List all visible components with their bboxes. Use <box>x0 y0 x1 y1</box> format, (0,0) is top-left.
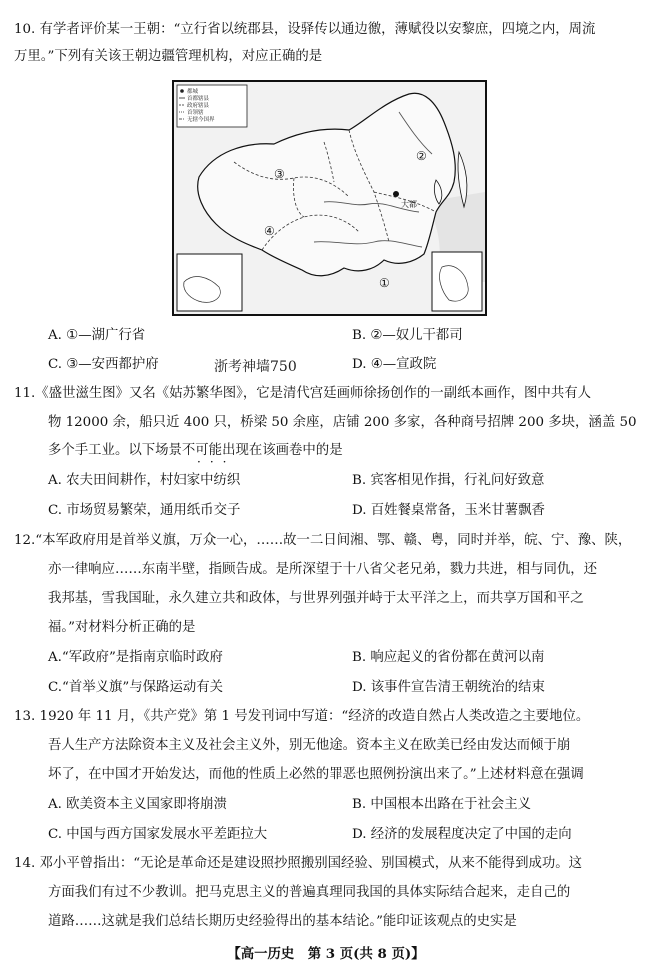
legend-item-4: 首领辖 <box>187 110 204 116</box>
q14-stem-line2: 方面我们有过不少教训。把马克思主义的普遍真理同我国的具体实际结合起来，走自己的 <box>48 885 571 900</box>
q11-stem-line3: 多个手工业。以下场景不可能出现在该画卷中的是 <box>48 443 343 458</box>
q13-stem-line3: 坏了，在中国才开始发达，而他的性质上必然的罪恶也照例扮演出来了。”上述材料意在强调 <box>48 767 584 782</box>
q10-option-a[interactable]: A. ①—湖广行省 <box>48 328 146 343</box>
q13-option-d[interactable]: D. 经济的发展程度决定了中国的走向 <box>352 827 572 842</box>
q11-option-b[interactable]: B. 宾客相见作揖，行礼问好致意 <box>352 473 545 488</box>
q14-stem-line1: 14. 邓小平曾指出：“无论是革命还是建设照抄照搬别国经验、别国模式，从来不能得到成功。这 <box>14 856 583 871</box>
q10-option-d[interactable]: D. ④—宣政院 <box>352 357 437 372</box>
q11-option-c[interactable]: C. 市场贸易繁荣，通用纸币交子 <box>48 503 241 518</box>
legend-item-5: 无辖今国界 <box>187 117 215 123</box>
q13-option-a[interactable]: A. 欧美资本主义国家即将崩溃 <box>48 797 227 812</box>
q10-stem-line2: 万里。”下列有关该王朝边疆管理机构，对应正确的是 <box>14 49 323 64</box>
q10-option-b[interactable]: B. ②—奴儿干都司 <box>352 328 463 343</box>
q12-stem-line1: 12.“本军政府用是首举义旗，万众一心，……故一二日间湘、鄂、赣、粤，同时并举，皖、宁、豫、陕， <box>14 533 632 548</box>
q12-option-c[interactable]: C.“首举义旗”与保路运动有关 <box>48 680 224 695</box>
map-capital-label: 大都 <box>401 200 417 209</box>
map-label-3: ③ <box>274 167 285 181</box>
map-label-1: ① <box>379 276 390 290</box>
q11-option-d[interactable]: D. 百姓餐桌常备，玉米甘薯飘香 <box>352 503 545 518</box>
q11-option-a[interactable]: A. 农夫田间耕作，村妇家中纺织 <box>48 473 241 488</box>
page-footer: 【高一历史 第 3 页(共 8 页)】 <box>227 946 425 962</box>
q12-option-d[interactable]: D. 该事件宣告清王朝统治的结束 <box>352 680 545 695</box>
q13-option-c[interactable]: C. 中国与西方国家发展水平差距拉大 <box>48 827 268 842</box>
q12-stem-line2: 亦一律响应……东南半壁，指顾告成。是所深望于十八省父老兄弟，戮力共进，相与同仇，还 <box>48 562 598 577</box>
legend-item-2: 首都辖县 <box>187 96 210 102</box>
legend-item-1: 都城 <box>187 89 199 95</box>
map-label-2: ② <box>416 149 427 163</box>
emphasis-dots: ··· <box>197 455 236 469</box>
q13-option-b[interactable]: B. 中国根本出路在于社会主义 <box>352 797 532 812</box>
q10-stem-line1: 10. 有学者评价某一王朝：“立行省以统郡县，设驿传以通边徼，薄赋役以安黎庶，四境之内，周流 <box>14 22 596 37</box>
q11-stem-line1: 11.《盛世滋生图》又名《姑苏繁华图》，它是清代宫廷画师徐扬创作的一副纸本画作，图中共有人 <box>14 386 591 401</box>
map-capital-dot <box>393 191 399 197</box>
q12-option-b[interactable]: B. 响应起义的省份都在黄河以南 <box>352 650 545 665</box>
map-label-4: ④ <box>264 224 275 238</box>
map-inset-right <box>432 252 482 311</box>
q10-historical-map <box>172 80 487 316</box>
legend-item-3: 政府辖县 <box>187 103 210 109</box>
watermark-text: 浙考神墙750 <box>214 359 297 375</box>
q10-option-c[interactable]: C. ③—安西都护府 <box>48 357 159 372</box>
q12-stem-line4: 福。”对材料分析正确的是 <box>48 620 196 635</box>
q13-stem-line2: 吾人生产方法除资本主义及社会主义外，别无他途。资本主义在欧美已经由发达而倾于崩 <box>48 738 571 753</box>
q14-stem-line3: 道路……这就是我们总结长期历史经验得出的基本结论。”能印证该观点的史实是 <box>48 914 517 929</box>
q12-option-a[interactable]: A.“军政府”是指南京临时政府 <box>48 650 223 665</box>
q13-stem-line1: 13. 1920 年 11 月，《共产党》第 1 号发刊词中写道：“经济的改造自然占人类改造之主要地位。 <box>14 709 590 724</box>
q12-stem-line3: 我邦基，雪我国耻，永久建立共和政体，与世界列强并峙于太平洋之上，而共享万国和平之 <box>48 591 584 606</box>
q11-stem-line2: 物 12000 余，船只近 400 只，桥梁 50 余座，店铺 200 多家，各种商号招牌 200 多块，涵盖 50 <box>48 415 637 430</box>
